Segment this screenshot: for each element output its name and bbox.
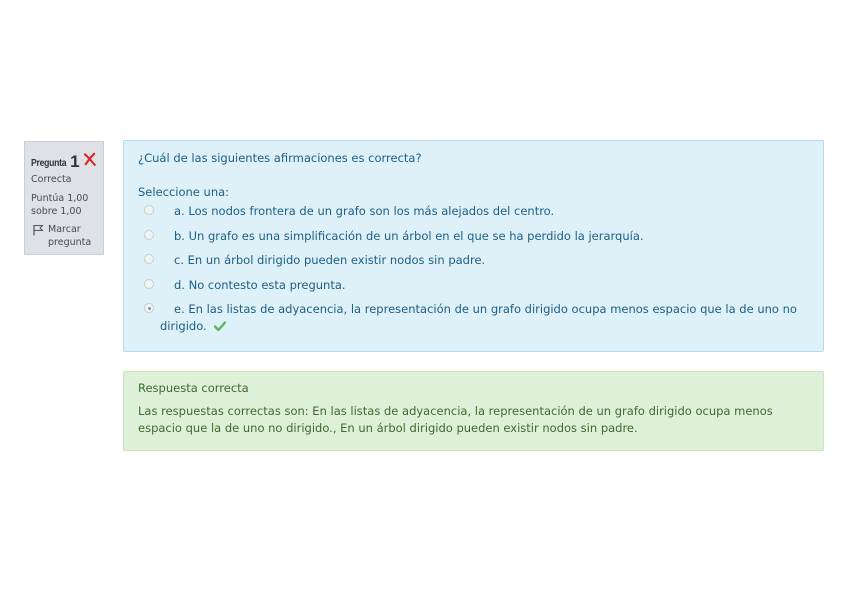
answer-option-d[interactable] — [138, 277, 809, 294]
feedback-title: Respuesta correcta — [138, 381, 249, 395]
answer-option-label: d. No contesto esta pregunta. — [174, 277, 346, 292]
flag-question-label: Marcar pregunta — [48, 224, 92, 248]
question-number: 1 — [70, 152, 80, 171]
question-info-panel — [24, 141, 104, 255]
feedback-box — [123, 371, 824, 451]
radio-button-selected[interactable] — [144, 303, 154, 313]
red-x-icon — [83, 148, 97, 170]
question-grade: Puntúa 1,00 sobre 1,00 — [31, 193, 89, 217]
answer-option-c[interactable] — [138, 252, 809, 269]
radio-button[interactable] — [144, 230, 154, 240]
answer-option-label: b. Un grafo es una simplificación de un árbol en el que se ha perdido la jerarquía. — [174, 228, 644, 243]
answer-option-label: a. Los nodos frontera de un grafo son los más alejados del centro. — [174, 204, 555, 218]
flag-icon — [32, 224, 44, 236]
feedback-text: Las respuestas correctas son: En las listas de adyacencia, la representación de un grafo dirigido ocupa menos espacio que la de uno no dirigido., En un árbol dirigido pueden existir nodos sin padre. — [138, 404, 773, 435]
answer-option-b[interactable] — [138, 228, 809, 245]
question-box — [123, 140, 824, 352]
question-heading — [31, 148, 97, 170]
radio-button[interactable] — [144, 205, 154, 215]
answer-option-label: e. En las listas de adyacencia, la representación de un grafo dirigido ocupa menos espacio que la de uno no dirigido. — [160, 302, 797, 333]
flag-question-link[interactable] — [31, 223, 97, 249]
question-word: Pregunta — [31, 157, 67, 169]
answer-options — [138, 203, 809, 335]
answer-option-e[interactable] — [138, 301, 809, 335]
radio-button[interactable] — [144, 279, 154, 289]
answer-option-a[interactable] — [138, 203, 809, 220]
question-text: ¿Cuál de las siguientes afirmaciones es correcta? — [138, 151, 422, 165]
answer-option-label: c. En un árbol dirigido pueden existir nodos sin padre. — [174, 253, 486, 267]
question-state: Correcta — [31, 174, 72, 185]
check-icon — [214, 321, 226, 331]
answer-prompt: Seleccione una: — [138, 185, 230, 199]
radio-button[interactable] — [144, 254, 154, 264]
